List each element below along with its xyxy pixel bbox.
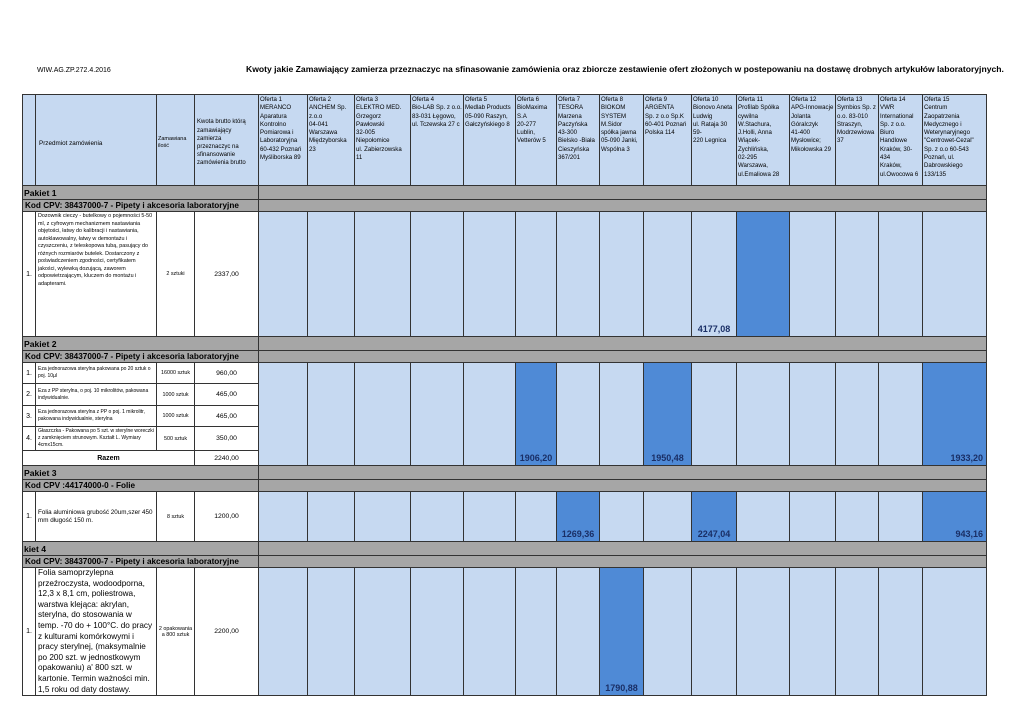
header-row — [23, 95, 987, 186]
offer-12-value — [790, 212, 836, 337]
package-band — [259, 542, 987, 556]
header-no-cell — [23, 95, 36, 186]
offer-line: 60-401 Poznań — [645, 120, 687, 128]
offer-line: 32-005 Niepołomice — [356, 129, 390, 145]
package-row — [23, 466, 987, 480]
offer-header-1 — [259, 95, 308, 186]
offer-line: Mikołowska 29 — [791, 145, 831, 153]
item-description: Dozownik cieczy - butelkowy o pojemności 5-50 ml, z cyfrowym mechanizmem nastawiania objętości, łatwy do kalibracji i nastawiania, autoklawowalny, łatwy w demontażu i czyszczeniu, z teleskopowa tubą, pasujący do różnych rozmiarów butelek. Dostarczony z poświadczeniem zgodności, certyfikatem jakości, wylewką dozującą, zaworem odpowietrzającym, kluczem do montażu i adapterami. — [36, 212, 157, 337]
offer-8-value — [600, 492, 644, 542]
offers-table — [22, 94, 987, 696]
offer-line: Kraków, — [880, 162, 902, 170]
cpv-band — [259, 200, 987, 212]
offer-7-value — [557, 568, 600, 696]
offer-line: Paczyńska — [558, 120, 588, 128]
offer-7-value: 1269,36 — [557, 492, 600, 542]
offer-label: Oferta 15 — [924, 96, 950, 103]
offer-line: o.o. 83-010 — [837, 112, 868, 120]
offer-line: ANCHEM Sp. — [309, 104, 347, 112]
offer-label: Oferta 12 — [791, 96, 817, 103]
offer-12-value — [790, 568, 836, 696]
offer-15-value — [923, 568, 987, 696]
package-band — [259, 186, 987, 200]
offer-header-8 — [600, 95, 644, 186]
total-amount: 2240,00 — [195, 451, 259, 466]
offer-line: Grzegorz Pawłowski — [356, 112, 385, 128]
offer-line: Myśliborska 89 — [260, 154, 301, 162]
offer-3-value — [355, 492, 411, 542]
item-description: Folia aluminiowa grubość 20um,szer 450 mm długość 150 m. — [36, 492, 157, 542]
offer-line: ul. Rataja 30 59- — [693, 120, 728, 137]
offer-header-2 — [308, 95, 355, 186]
offer-label: Oferta 7 — [558, 96, 581, 103]
offer-header-11 — [737, 95, 790, 186]
item-description: Głaszczka - Pakowana po 5 szt. w sterylne woreczki z zamknięciem strunowym. Kształt L. Wymiary 4cmx15cm. — [36, 427, 157, 451]
item-gross-amount: 465,00 — [195, 384, 259, 406]
item-quantity: 500 sztuk — [157, 427, 195, 451]
offer-3-value — [355, 568, 411, 696]
offer-header-4 — [411, 95, 464, 186]
offer-9-value — [644, 568, 692, 696]
offer-line: Bionovo Aneta — [693, 104, 733, 112]
offer-label: Oferta 10 — [693, 96, 719, 103]
cpv-code: Kod CPV: 38437000-7 - Pipety i akcesoria laboratoryjne — [23, 200, 259, 212]
offer-4-value — [411, 568, 464, 696]
offer-header-10 — [692, 95, 737, 186]
cpv-band — [259, 351, 987, 363]
cpv-row — [23, 200, 987, 212]
offer-label: Oferta 14 — [880, 96, 906, 103]
offer-line: 220 Legnica — [693, 137, 727, 145]
item-quantity: 8 sztuk — [157, 492, 195, 542]
offer-13-value — [836, 212, 879, 337]
offer-line: Gałczyńskiego 8 — [465, 120, 510, 128]
package-name: Pakiet 3 — [23, 466, 259, 480]
cpv-code: Kod CPV :44174000-0 - Folie — [23, 480, 259, 492]
item-description: Eza jednorazowa sterylna pakowana po 20 sztuk o poj. 10µl — [36, 363, 157, 384]
offer-9-value — [644, 492, 692, 542]
offer-line: Zychlińska, — [738, 145, 769, 153]
offer-line: Pomiarowa i — [260, 129, 294, 137]
offer-line: VWR — [880, 104, 895, 112]
offer-4-value — [411, 212, 464, 337]
item-quantity: 2 sztuki — [157, 212, 195, 337]
item-description: Eza jednorazowa sterylna z PP o poj. 1 mikrolitr, pakowana indywidualnie, sterylna — [36, 406, 157, 427]
offer-line: APG-Innowacje — [791, 104, 834, 112]
offer-15-value: 943,16 — [923, 492, 987, 542]
offer-12-value — [790, 363, 836, 466]
offer-line: ul. Zabierzowska 11 — [356, 145, 402, 162]
offer-label: Oferta 1 — [260, 96, 283, 103]
offer-7-value — [557, 363, 600, 466]
offer-line: 04-041 — [309, 120, 328, 128]
offer-10-value: 2247,04 — [692, 492, 737, 542]
offer-label: Oferta 13 — [837, 96, 863, 103]
offer-header-6 — [516, 95, 557, 186]
offer-line: spółka jawna — [601, 129, 637, 137]
offer-label: Oferta 3 — [356, 96, 379, 103]
offer-line: ELEKTRO MED. — [356, 104, 402, 112]
offer-label: Oferta 4 — [412, 96, 435, 103]
offer-line: BioMaxima — [517, 104, 548, 112]
offer-header-14 — [879, 95, 923, 186]
offer-line: cywilna — [738, 112, 758, 120]
offer-2-value — [308, 212, 355, 337]
offer-line: Sp. z o.o 60-543 — [924, 145, 969, 153]
offer-line: Kraków, 30-434 — [880, 145, 913, 162]
item-quantity: 2 opakowania a 800 sztuk — [157, 568, 195, 696]
offer-5-value — [464, 363, 516, 466]
offer-15-value — [923, 212, 987, 337]
item-quantity: 1000 sztuk — [157, 406, 195, 427]
offer-line: Bielsko -Biała — [558, 137, 595, 145]
offer-10-value — [692, 363, 737, 466]
offer-line: 367/201 — [558, 154, 581, 162]
offer-1-value — [259, 568, 308, 696]
offer-1-value — [259, 363, 308, 466]
offer-10-value — [692, 568, 737, 696]
item-number: 1. — [23, 363, 36, 384]
table-row — [23, 568, 987, 696]
offer-5-value — [464, 568, 516, 696]
offer-line: 83-031 Łęgowo, — [412, 112, 456, 120]
offer-header-7 — [557, 95, 600, 186]
offer-line: International — [880, 112, 914, 120]
offer-3-value — [355, 363, 411, 466]
cpv-band — [259, 556, 987, 568]
offer-6-value — [516, 568, 557, 696]
offer-line: J.Holli, Anna — [738, 129, 772, 137]
table-row — [23, 363, 987, 384]
offer-line: 05-090 Janki, — [601, 137, 638, 145]
offer-line: Vetterów 5 — [517, 137, 546, 145]
offer-6-value: 1906,20 — [516, 363, 557, 466]
offer-9-value: 1950,48 — [644, 363, 692, 466]
package-row — [23, 186, 987, 200]
package-name: Pakiet 2 — [23, 337, 259, 351]
offer-11-value — [737, 363, 790, 466]
offer-line: 133/135 — [924, 170, 947, 178]
offer-line: Dabrowskiego — [924, 162, 963, 170]
offer-line: BIOKOM — [601, 104, 626, 112]
offer-2-value — [308, 492, 355, 542]
offer-line: Ludwig — [693, 112, 713, 120]
offer-13-value — [836, 492, 879, 542]
offer-7-value — [557, 212, 600, 337]
offer-line: Straszyn, — [837, 120, 863, 128]
offer-line: Międzyborska — [309, 137, 347, 145]
offer-14-value — [879, 492, 923, 542]
package-band — [259, 466, 987, 480]
total-label: Razem — [23, 451, 195, 466]
offer-line: 05-090 Raszyn, — [465, 112, 508, 120]
offer-line: 37 — [837, 137, 844, 145]
offer-line: Wiącek- — [738, 137, 761, 145]
item-gross-amount: 2200,00 — [195, 568, 259, 696]
offer-header-9 — [644, 95, 692, 186]
offer-10-value: 4177,08 — [692, 212, 737, 337]
offer-line: Symbios Sp. z — [837, 104, 876, 112]
offer-line: Poznań, ul. — [924, 154, 955, 162]
offer-line: ul.Owocowa 6 — [880, 170, 919, 178]
offer-header-15 — [923, 95, 987, 186]
offer-line: SYSTEM — [601, 112, 627, 120]
offer-line: Warszawa — [309, 129, 338, 137]
offer-line: M.Sidor — [601, 120, 622, 128]
document-reference: WIW.AG.ZP.272.4.2016 — [37, 67, 111, 74]
offer-4-value — [411, 492, 464, 542]
offer-line: MERANCO — [260, 104, 292, 112]
cpv-code: Kod CPV: 38437000-7 - Pipety i akcesoria laboratoryjne — [23, 556, 259, 568]
offer-line: Polska 114 — [645, 129, 675, 137]
item-gross-amount: 960,00 — [195, 363, 259, 384]
offer-line: Laboratoryjna — [260, 137, 298, 145]
offer-label: Oferta 2 — [309, 96, 332, 103]
offer-line: Medlab Products — [465, 104, 511, 112]
offer-8-value — [600, 212, 644, 337]
offer-line: Centrum — [924, 104, 948, 112]
offer-line: Zaopatrzenia — [924, 112, 960, 120]
offer-label: Oferta 11 — [738, 96, 763, 103]
header-gross: Kwota brutto którą zamawiający zamierza przeznaczyc na sfinansowanie zamówienia brutto — [195, 95, 259, 186]
offer-line: 60-432 Poznań — [260, 145, 302, 153]
offer-4-value — [411, 363, 464, 466]
offer-header-3 — [355, 95, 411, 186]
offer-line: Weterynaryjnego — [924, 129, 970, 137]
offer-14-value — [879, 363, 923, 466]
page-title: Kwoty jakie Zamawiający zamierza przeznaczyc na sfinasowanie zamówienia oraz zbiorcze zestawienie ofert złożonych w postepowaniu na dostawę drobnych artykułów laboratoryjnych. — [246, 64, 1004, 74]
offer-label: Oferta 8 — [601, 96, 624, 103]
offer-line: Wspólna 3 — [601, 145, 630, 153]
offer-5-value — [464, 492, 516, 542]
offer-line: Jolanta — [791, 112, 811, 120]
offer-11-value — [737, 492, 790, 542]
offer-1-value — [259, 492, 308, 542]
item-description: Folia samoprzylepna przeźroczysta, wodoodporna, 12,3 x 8,1 cm, poliestrowa, warstwa klejąca: akrylan, sterylna, do stosowania w temp. -70 do + 100°C. do pracy z kulturami komórkowymi i pracy sterylnej, (maksymalnie po 200 szt. w jednostkowym opakowaniu) a' 800 szt. w kartonie. Termin ważności min. 1,5 roku od daty dostawy. — [36, 568, 157, 696]
package-name: kiet 4 — [23, 542, 259, 556]
offer-9-value — [644, 212, 692, 337]
header-item: Przedmiot zamówienia — [36, 95, 157, 186]
offer-line: Mysłowice; — [791, 137, 821, 145]
offer-header-13 — [836, 95, 879, 186]
package-row — [23, 542, 987, 556]
table-row — [23, 492, 987, 542]
offer-11-value — [737, 568, 790, 696]
offer-label: Oferta 9 — [645, 96, 668, 103]
offer-2-value — [308, 568, 355, 696]
item-gross-amount: 350,00 — [195, 427, 259, 451]
offer-15-value: 1933,20 — [923, 363, 987, 466]
offer-line: Bio-LAB Sp. z o.o. — [412, 104, 462, 112]
offer-13-value — [836, 568, 879, 696]
offer-line: Sp. z o.o Sp.K — [645, 112, 684, 120]
cpv-row — [23, 351, 987, 363]
offer-11-value — [737, 212, 790, 337]
item-quantity: 16000 sztuk — [157, 363, 195, 384]
offer-14-value — [879, 568, 923, 696]
offer-12-value — [790, 492, 836, 542]
offer-line: W.Stachura, — [738, 120, 772, 128]
cpv-row — [23, 556, 987, 568]
offer-line: Kontrolno — [260, 120, 287, 128]
item-number: 4. — [23, 427, 36, 451]
offer-line: ul. Tczewska 27 c — [412, 120, 460, 128]
offer-label: Oferta 5 — [465, 96, 488, 103]
item-number: 3. — [23, 406, 36, 427]
item-number: 1. — [23, 212, 36, 337]
offer-line: "Centrowet-Cezal" — [924, 137, 974, 145]
offer-14-value — [879, 212, 923, 337]
offer-header-12 — [790, 95, 836, 186]
offer-3-value — [355, 212, 411, 337]
offer-line: 43-300 — [558, 129, 577, 137]
offer-2-value — [308, 363, 355, 466]
offer-line: Handlowe — [880, 137, 908, 145]
cpv-band — [259, 480, 987, 492]
item-gross-amount: 2337,00 — [195, 212, 259, 337]
item-gross-amount: 1200,00 — [195, 492, 259, 542]
offer-line: ARGENTA — [645, 104, 675, 112]
offer-6-value — [516, 492, 557, 542]
offer-line: 02-295 Warszawa, — [738, 154, 768, 170]
item-number: 1. — [23, 568, 36, 696]
offer-1-value — [259, 212, 308, 337]
item-quantity: 1000 sztuk — [157, 384, 195, 406]
package-name: Pakiet 1 — [23, 186, 259, 200]
offer-line: Sp. z o.o. Biuro — [880, 120, 906, 137]
item-number: 1. — [23, 492, 36, 542]
offer-line: S.A — [517, 112, 527, 120]
header-qty: Zamawiana ilość — [157, 95, 195, 186]
offer-line: Aparatura — [260, 112, 287, 120]
item-gross-amount: 465,00 — [195, 406, 259, 427]
offer-line: z.o.o — [309, 112, 323, 120]
offer-13-value — [836, 363, 879, 466]
package-band — [259, 337, 987, 351]
offer-line: 41-400 — [791, 129, 810, 137]
offer-line: TESORA — [558, 104, 584, 112]
offer-line: 23 — [309, 145, 316, 153]
offer-label: Oferta 6 — [517, 96, 540, 103]
item-description: Eza z PP sterylna, o poj. 10 mikrolitów, pakowana indywidualnie. — [36, 384, 157, 406]
offer-8-value — [600, 363, 644, 466]
offer-6-value — [516, 212, 557, 337]
offer-line: Marzena — [558, 112, 582, 120]
offer-line: Profilab Spółka — [738, 104, 779, 112]
offer-line: Modrzewiowa — [837, 129, 875, 137]
offer-line: 20-277 Lublin, — [517, 120, 536, 137]
offer-5-value — [464, 212, 516, 337]
package-row — [23, 337, 987, 351]
offer-line: Góralczyk — [791, 120, 819, 128]
cpv-row — [23, 480, 987, 492]
offer-line: ul.Emaliowa 28 — [738, 170, 780, 178]
offer-line: Cieszyńska — [558, 145, 590, 153]
cpv-code: Kod CPV: 38437000-7 - Pipety i akcesoria laboratoryjne — [23, 351, 259, 363]
offer-header-5 — [464, 95, 516, 186]
offer-line: Medycznego i — [924, 120, 962, 128]
offer-8-value: 1790,88 — [600, 568, 644, 696]
table-row — [23, 212, 987, 337]
item-number: 2. — [23, 384, 36, 406]
